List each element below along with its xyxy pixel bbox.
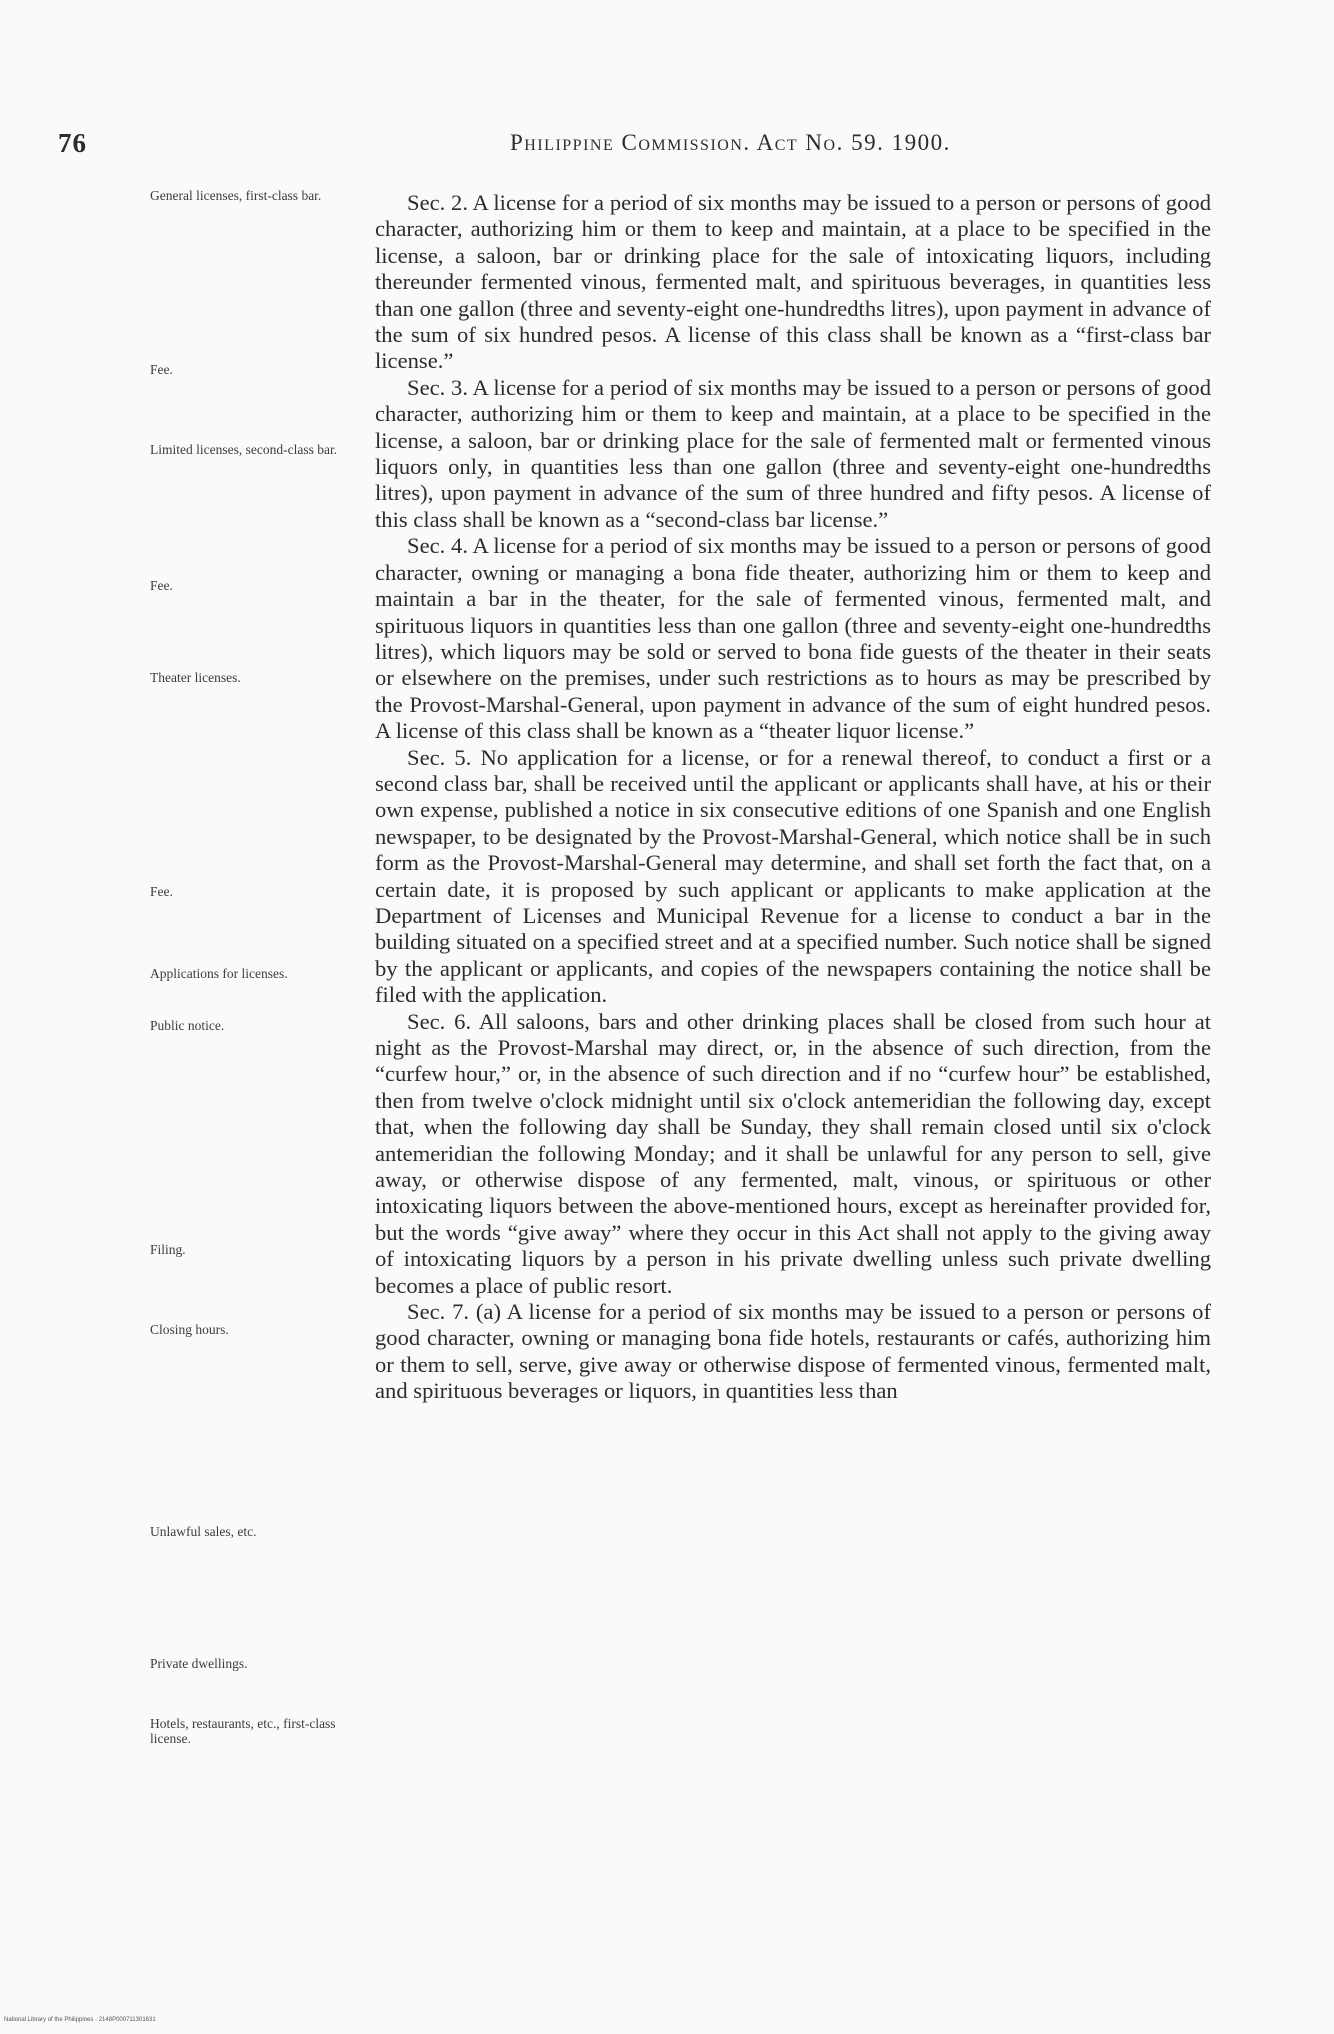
margin-note: Theater licenses.: [150, 670, 241, 685]
section-paragraph: Sec. 5. No application for a license, or for a renewal thereof, to conduct a first or a second class bar, shall be received until the applicant or applicants shall have, at his or their own expense, published a notice in six consecutive editions of one Spanish and one English newspaper, to be designated by the Provost-Marshal-General, which notice shall be in such form as the Provost-Marshal-General may determine, and shall set forth the fact that, on a certain date, it is proposed by such applicant or applicants to make application at the Department of Licenses and Municipal Revenue for a license to conduct a bar in the building situated on a specified street and at a specified number. Such notice shall be signed by the applicant or applicants, and copies of the newspapers containing the notice shall be filed with the application.: [375, 744, 1211, 1008]
margin-note: Closing hours.: [150, 1322, 229, 1337]
margin-note: Fee.: [150, 884, 173, 899]
section-paragraph: Sec. 7. (a) A license for a period of six months may be issued to a person or persons of good character, owning or managing bona fide hotels, restaurants or cafés, authorizing him or them to sell, serve, give away or otherwise dispose of fermented vinous, fermented malt, and spirituous beverages or liquors, in quantities less than: [375, 1299, 1211, 1404]
page-number: 76: [58, 128, 87, 158]
section-paragraph: Sec. 2. A license for a period of six months may be issued to a person or persons of good character, authorizing him or them to keep and maintain, at a place to be specified in the license, a saloon, bar or drinking place for the sale of intoxicating liquors, including thereunder fermented vinous, fermented malt, and spirituous beverages, in quantities less than one gallon (three and seventy-eight one-hundredths litres), upon payment in advance of the sum of six hundred pesos. A license of this class shall be known as a “first-class bar license.”: [375, 190, 1211, 374]
running-head: Philippine Commission. Act No. 59. 1900.: [510, 130, 951, 155]
section-paragraph: Sec. 6. All saloons, bars and other drinking places shall be closed from such hour at night as the Provost-Marshal may direct, or, in the absence of such direction, from the “curfew hour,” or, in the absence of such direction and if no “curfew hour” be established, then from twelve o'clock midnight until six o'clock antemeridian the following day, except that, when the following day shall be Sunday, they shall remain closed until six o'clock antemeridian the following Monday; and it shall be unlawful for any person to sell, give away, or otherwise dispose of any fermented, malt, vinous, or spirituous or other intoxicating liquors between the above-mentioned hours, except as hereinafter provided for, but the words “give away” where they occur in this Act shall not apply to the giving away of intoxicating liquors by a person in his private dwelling unless such private dwelling becomes a place of public resort.: [375, 1008, 1211, 1298]
margin-note: General licenses, first-class bar.: [150, 188, 322, 203]
margin-note: Unlawful sales, etc.: [150, 1524, 257, 1539]
section-paragraph: Sec. 3. A license for a period of six months may be issued to a person or persons of good character, authorizing him or them to keep and maintain, at a place to be specified in the license, a saloon, bar or drinking place for the sale of fermented malt or fermented vinous liquors only, in quantities less than one gallon (three and seventy-eight one-hundredths litres), upon payment in advance of the sum of three hundred and fifty pesos. A license of this class shall be known as a “second-class bar license.”: [375, 374, 1211, 532]
margin-note: Filing.: [150, 1242, 186, 1257]
section-paragraph: Sec. 4. A license for a period of six months may be issued to a person or persons of good character, owning or managing a bona fide theater, authorizing him or them to keep and maintain a bar in the theater, for the sale of fermented vinous, fermented malt, and spirituous liquors in quantities less than one gallon (three and seventy-eight one-hundredths litres), which liquors may be sold or served to bona fide guests of the theater in their seats or elsewhere on the premises, under such restrictions as to hours as may be prescribed by the Provost-Marshal-General, upon payment in advance of the sum of eight hundred pesos. A license of this class shall be known as a “theater liquor license.”: [375, 533, 1211, 744]
margin-note: Hotels, restaurants, etc., first-class license.: [150, 1716, 336, 1746]
margin-note: Fee.: [150, 578, 173, 593]
body-text: [375, 190, 1211, 1405]
margin-note: Private dwellings.: [150, 1656, 248, 1671]
margin-note: Limited licenses, second-class bar.: [150, 442, 338, 457]
margin-note: Applications for licenses.: [150, 966, 288, 981]
margin-note: Fee.: [150, 362, 173, 377]
footer-caption: National Library of the Philippines · 2148P000711301631: [4, 2017, 156, 2023]
margin-note: Public notice.: [150, 1018, 225, 1033]
